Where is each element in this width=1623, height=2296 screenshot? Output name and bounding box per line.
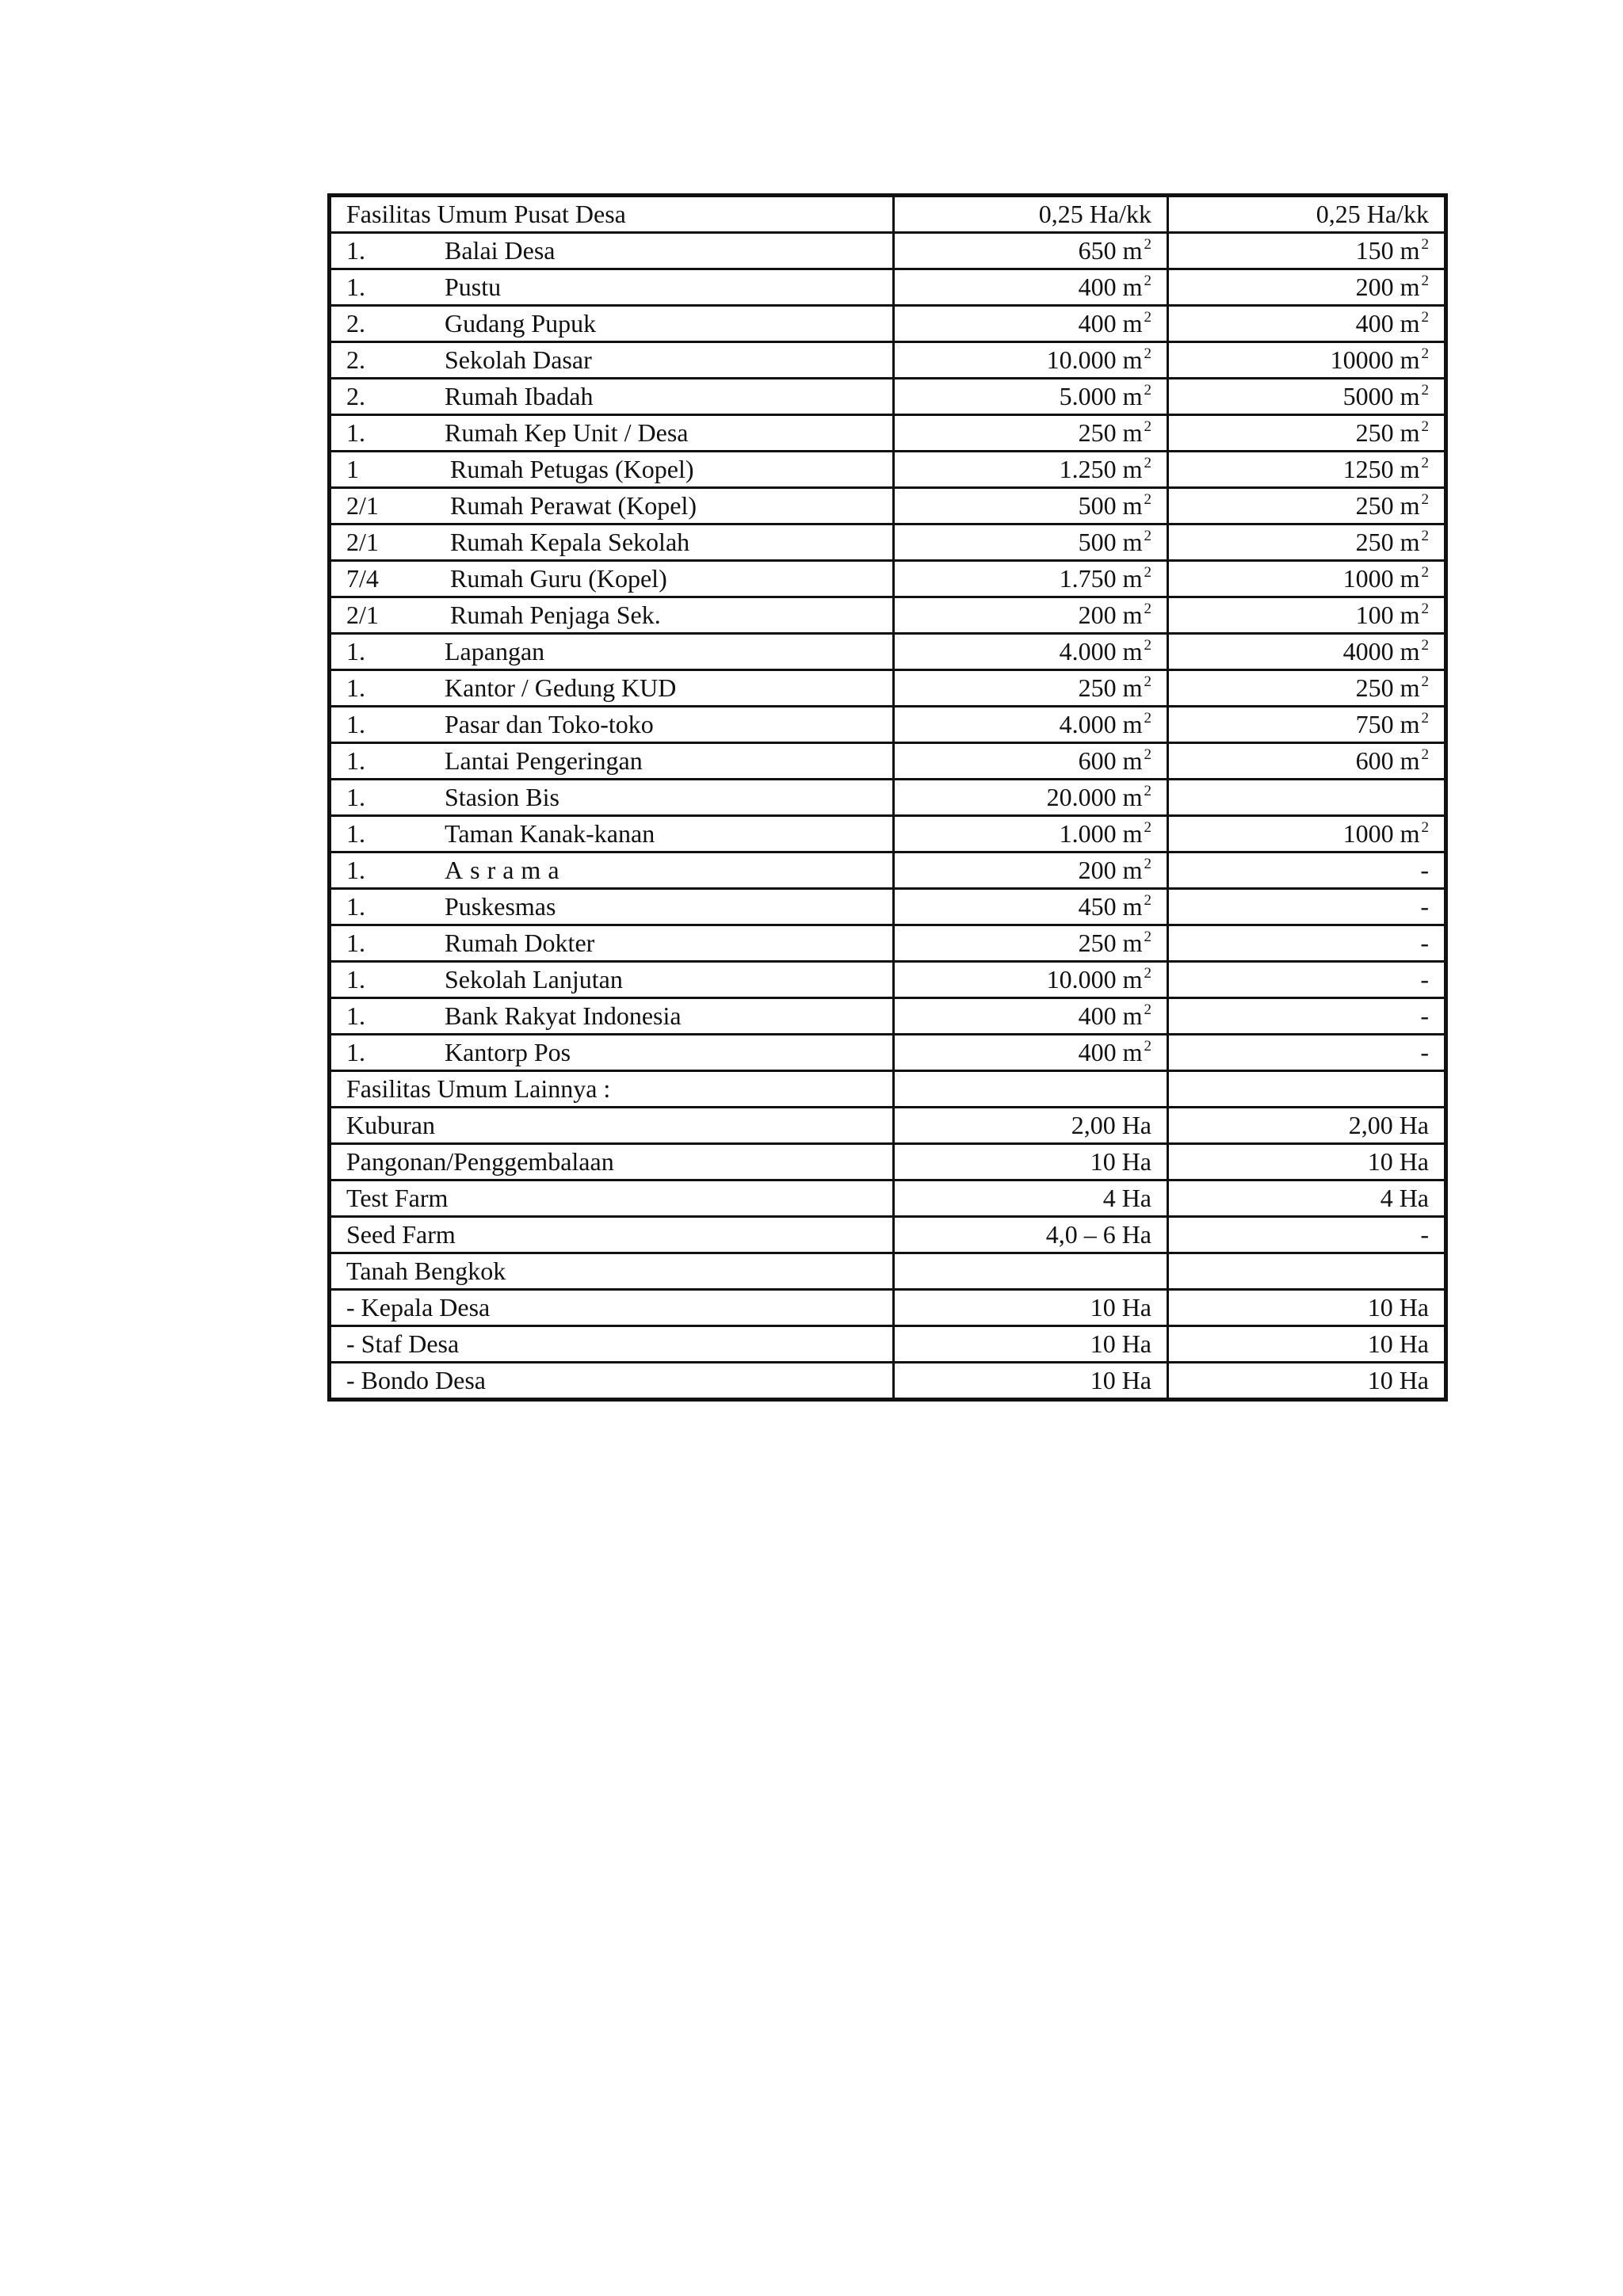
item-number: 1. (346, 637, 365, 666)
unit-exponent: 2 (1144, 309, 1151, 326)
facility-table-body (330, 196, 1446, 1400)
unit-exponent: 2 (1421, 309, 1429, 326)
unit-exponent: 2 (1144, 564, 1151, 581)
standard-area-cell (894, 1253, 1168, 1290)
actual-area-cell (1168, 1035, 1446, 1071)
actual-area-cell (1168, 597, 1446, 634)
actual-area-value: 10000 m (1330, 345, 1420, 374)
standard-area-cell (894, 488, 1168, 524)
facility-label: Pangonan/Penggembalaan (346, 1147, 614, 1176)
facility-name-cell (330, 597, 894, 634)
unit-exponent: 2 (1144, 345, 1151, 362)
facility-label: Rumah Petugas (Kopel) (450, 455, 694, 483)
actual-area-cell (1168, 1253, 1446, 1290)
actual-area-cell (1168, 379, 1446, 415)
standard-area-cell (894, 452, 1168, 488)
standard-area-value: 1.000 m (1059, 819, 1143, 848)
facility-name-cell (330, 269, 894, 306)
actual-area-cell (1168, 1180, 1446, 1217)
actual-area-cell (1168, 634, 1446, 670)
table-row (330, 452, 1446, 488)
table-row (330, 1180, 1446, 1217)
standard-area-cell (894, 1035, 1168, 1071)
standard-area-value: 4.000 m (1059, 637, 1143, 666)
standard-area-value: 200 m (1078, 856, 1143, 884)
facility-label: Balai Desa (445, 236, 556, 265)
unit-exponent: 2 (1144, 783, 1151, 799)
actual-area-value: 10 Ha (1367, 1329, 1429, 1358)
unit-exponent: 2 (1421, 236, 1429, 253)
unit-exponent: 2 (1421, 418, 1429, 435)
actual-area-value: 250 m (1355, 673, 1420, 702)
facility-name-cell (330, 852, 894, 889)
standard-area-cell (894, 962, 1168, 998)
actual-area-value: - (1420, 892, 1429, 921)
actual-area-cell (1168, 816, 1446, 852)
actual-area-cell (1168, 269, 1446, 306)
standard-area-cell (894, 561, 1168, 597)
facility-label: Rumah Kep Unit / Desa (445, 418, 689, 447)
facility-table (327, 193, 1448, 1402)
standard-area-value: 4,0 – 6 Ha (1045, 1220, 1151, 1249)
unit-exponent: 2 (1144, 601, 1151, 617)
unit-exponent: 2 (1144, 856, 1151, 872)
actual-area-cell (1168, 1108, 1446, 1144)
facility-name-cell (330, 816, 894, 852)
actual-area-cell (1168, 415, 1446, 452)
table-row (330, 1253, 1446, 1290)
facility-label: Sekolah Dasar (445, 345, 592, 374)
standard-area-cell (894, 269, 1168, 306)
item-number: 2. (346, 309, 365, 338)
table-row (330, 342, 1446, 379)
unit-exponent: 2 (1144, 746, 1151, 763)
actual-area-cell (1168, 780, 1446, 816)
item-number: 1. (346, 236, 365, 265)
facility-label: Tanah Bengkok (346, 1257, 506, 1285)
facility-label: - Bondo Desa (346, 1366, 486, 1394)
standard-area-cell (894, 415, 1168, 452)
table-row (330, 306, 1446, 342)
actual-area-cell (1168, 452, 1446, 488)
item-number: 2. (346, 345, 365, 374)
unit-exponent: 2 (1421, 273, 1429, 289)
facility-name-cell (330, 743, 894, 780)
unit-exponent: 2 (1144, 965, 1151, 982)
facility-name-cell (330, 379, 894, 415)
item-number: 1. (346, 892, 365, 921)
table-row (330, 670, 1446, 707)
actual-area-value: - (1420, 929, 1429, 957)
facility-name-cell (330, 452, 894, 488)
standard-area-value: 10 Ha (1090, 1147, 1151, 1176)
actual-area-value: 5000 m (1342, 382, 1420, 410)
standard-area-cell (894, 597, 1168, 634)
standard-area-value: 20.000 m (1046, 783, 1143, 811)
table-row (330, 415, 1446, 452)
table-row (330, 1071, 1446, 1108)
facility-name-cell (330, 1180, 894, 1217)
facility-name-cell (330, 962, 894, 998)
unit-exponent: 2 (1144, 455, 1151, 471)
actual-area-value: - (1420, 856, 1429, 884)
facility-name-cell (330, 1363, 894, 1400)
unit-exponent: 2 (1144, 710, 1151, 727)
facility-name-cell (330, 415, 894, 452)
facility-name-cell (330, 889, 894, 925)
unit-exponent: 2 (1144, 892, 1151, 909)
standard-area-value: 650 m (1078, 236, 1143, 265)
unit-exponent: 2 (1421, 455, 1429, 471)
actual-area-cell (1168, 306, 1446, 342)
actual-area-cell (1168, 233, 1446, 269)
standard-area-cell (894, 306, 1168, 342)
standard-area-value: 400 m (1078, 1038, 1143, 1066)
item-number: 2/1 (346, 601, 379, 629)
standard-area-value: 400 m (1078, 273, 1143, 301)
standard-area-value: 0,25 Ha/kk (1038, 200, 1151, 228)
item-number: 1. (346, 746, 365, 775)
table-row (330, 780, 1446, 816)
unit-exponent: 2 (1421, 564, 1429, 581)
facility-label: Sekolah Lanjutan (445, 965, 623, 994)
standard-area-cell (894, 780, 1168, 816)
table-row (330, 1326, 1446, 1363)
facility-label: Gudang Pupuk (445, 309, 597, 338)
facility-label: Rumah Ibadah (445, 382, 594, 410)
facility-label: Fasilitas Umum Lainnya : (346, 1074, 611, 1103)
facility-label: - Staf Desa (346, 1329, 460, 1358)
item-number: 1. (346, 273, 365, 301)
table-row (330, 524, 1446, 561)
item-number: 1. (346, 710, 365, 738)
item-number: 1. (346, 673, 365, 702)
actual-area-value: - (1420, 965, 1429, 994)
standard-area-cell (894, 816, 1168, 852)
actual-area-value: 250 m (1355, 418, 1420, 447)
standard-area-cell (894, 852, 1168, 889)
facility-label: Pustu (445, 273, 502, 301)
facility-label: Rumah Guru (Kopel) (450, 564, 667, 593)
facility-name-cell (330, 1035, 894, 1071)
actual-area-cell (1168, 1144, 1446, 1180)
standard-area-value: 10.000 m (1046, 965, 1143, 994)
unit-exponent: 2 (1421, 528, 1429, 544)
unit-exponent: 2 (1421, 819, 1429, 836)
facility-label: Test Farm (346, 1184, 449, 1212)
facility-name-cell (330, 342, 894, 379)
table-row (330, 561, 1446, 597)
facility-label: Rumah Dokter (445, 929, 595, 957)
actual-area-value: 10 Ha (1367, 1293, 1429, 1322)
item-number: 1. (346, 783, 365, 811)
actual-area-cell (1168, 1290, 1446, 1326)
table-row (330, 379, 1446, 415)
standard-area-cell (894, 1290, 1168, 1326)
actual-area-cell (1168, 488, 1446, 524)
facility-label: Seed Farm (346, 1220, 456, 1249)
standard-area-cell (894, 342, 1168, 379)
standard-area-value: 250 m (1078, 418, 1143, 447)
item-number: 2/1 (346, 528, 379, 556)
facility-name-cell (330, 233, 894, 269)
facility-name-cell (330, 196, 894, 233)
table-row (330, 1363, 1446, 1400)
actual-area-cell (1168, 670, 1446, 707)
actual-area-value: 10 Ha (1367, 1366, 1429, 1394)
facility-name-cell (330, 524, 894, 561)
actual-area-value: 1250 m (1342, 455, 1420, 483)
facility-name-cell (330, 1217, 894, 1253)
unit-exponent: 2 (1144, 1001, 1151, 1018)
actual-area-value: 4000 m (1342, 637, 1420, 666)
standard-area-cell (894, 634, 1168, 670)
item-number: 1. (346, 965, 365, 994)
actual-area-value: 400 m (1355, 309, 1420, 338)
actual-area-value: 150 m (1355, 236, 1420, 265)
standard-area-cell (894, 524, 1168, 561)
standard-area-cell (894, 743, 1168, 780)
actual-area-cell (1168, 561, 1446, 597)
item-number: 1 (346, 455, 359, 483)
actual-area-value: 0,25 Ha/kk (1316, 200, 1429, 228)
standard-area-cell (894, 1071, 1168, 1108)
actual-area-cell (1168, 743, 1446, 780)
actual-area-cell (1168, 852, 1446, 889)
standard-area-value: 5.000 m (1059, 382, 1143, 410)
standard-area-cell (894, 196, 1168, 233)
actual-area-value: - (1420, 1001, 1429, 1030)
facility-name-cell (330, 306, 894, 342)
actual-area-value: 1000 m (1342, 564, 1420, 593)
actual-area-cell (1168, 524, 1446, 561)
item-number: 7/4 (346, 564, 379, 593)
actual-area-value: 2,00 Ha (1348, 1111, 1429, 1139)
standard-area-value: 10 Ha (1090, 1329, 1151, 1358)
unit-exponent: 2 (1144, 819, 1151, 836)
unit-exponent: 2 (1144, 491, 1151, 508)
table-row (330, 196, 1446, 233)
item-number: 1. (346, 856, 365, 884)
unit-exponent: 2 (1421, 746, 1429, 763)
facility-label: Fasilitas Umum Pusat Desa (346, 200, 626, 228)
actual-area-cell (1168, 1217, 1446, 1253)
unit-exponent: 2 (1144, 1038, 1151, 1055)
unit-exponent: 2 (1421, 491, 1429, 508)
facility-name-cell (330, 1108, 894, 1144)
unit-exponent: 2 (1144, 236, 1151, 253)
table-row (330, 962, 1446, 998)
facility-name-cell (330, 998, 894, 1035)
unit-exponent: 2 (1421, 382, 1429, 399)
facility-name-cell (330, 1144, 894, 1180)
standard-area-value: 2,00 Ha (1071, 1111, 1151, 1139)
unit-exponent: 2 (1421, 673, 1429, 690)
facility-label: - Kepala Desa (346, 1293, 491, 1322)
actual-area-value: 250 m (1355, 491, 1420, 520)
item-number: 1. (346, 819, 365, 848)
facility-name-cell (330, 488, 894, 524)
standard-area-cell (894, 670, 1168, 707)
actual-area-cell (1168, 1071, 1446, 1108)
standard-area-cell (894, 889, 1168, 925)
standard-area-cell (894, 1217, 1168, 1253)
table-row (330, 233, 1446, 269)
facility-name-cell (330, 707, 894, 743)
unit-exponent: 2 (1421, 345, 1429, 362)
table-row (330, 852, 1446, 889)
facility-name-cell (330, 1253, 894, 1290)
table-row (330, 488, 1446, 524)
table-row (330, 816, 1446, 852)
actual-area-cell (1168, 889, 1446, 925)
standard-area-cell (894, 925, 1168, 962)
facility-label: Asrama (445, 856, 567, 884)
unit-exponent: 2 (1421, 710, 1429, 727)
item-number: 1. (346, 1038, 365, 1066)
facility-name-cell (330, 925, 894, 962)
facility-label: Kantorp Pos (445, 1038, 571, 1066)
standard-area-cell (894, 1363, 1168, 1400)
standard-area-cell (894, 379, 1168, 415)
facility-label: Pasar dan Toko-toko (445, 710, 654, 738)
standard-area-value: 4 Ha (1102, 1184, 1151, 1212)
unit-exponent: 2 (1144, 637, 1151, 654)
facility-name-cell (330, 561, 894, 597)
actual-area-value: - (1420, 1220, 1429, 1249)
table-row (330, 1290, 1446, 1326)
actual-area-value: 10 Ha (1367, 1147, 1429, 1176)
table-row (330, 998, 1446, 1035)
facility-label: Kuburan (346, 1111, 435, 1139)
standard-area-cell (894, 1326, 1168, 1363)
standard-area-cell (894, 707, 1168, 743)
standard-area-cell (894, 233, 1168, 269)
standard-area-cell (894, 1144, 1168, 1180)
unit-exponent: 2 (1144, 418, 1151, 435)
facility-name-cell (330, 670, 894, 707)
standard-area-value: 10.000 m (1046, 345, 1143, 374)
facility-label: Rumah Perawat (Kopel) (450, 491, 697, 520)
standard-area-value: 10 Ha (1090, 1293, 1151, 1322)
actual-area-cell (1168, 196, 1446, 233)
item-number: 1. (346, 929, 365, 957)
standard-area-value: 400 m (1078, 309, 1143, 338)
actual-area-value: 750 m (1355, 710, 1420, 738)
facility-label: Stasion Bis (445, 783, 559, 811)
unit-exponent: 2 (1144, 382, 1151, 399)
actual-area-value: 200 m (1355, 273, 1420, 301)
facility-label: Puskesmas (445, 892, 556, 921)
facility-label: Lantai Pengeringan (445, 746, 643, 775)
facility-label: Lapangan (445, 637, 545, 666)
facility-label: Kantor / Gedung KUD (445, 673, 677, 702)
table-row (330, 889, 1446, 925)
table-row (330, 634, 1446, 670)
actual-area-value: 600 m (1355, 746, 1420, 775)
standard-area-value: 1.250 m (1059, 455, 1143, 483)
actual-area-value: 100 m (1355, 601, 1420, 629)
facility-label: Bank Rakyat Indonesia (445, 1001, 682, 1030)
standard-area-value: 10 Ha (1090, 1366, 1151, 1394)
standard-area-value: 250 m (1078, 673, 1143, 702)
standard-area-value: 1.750 m (1059, 564, 1143, 593)
table-row (330, 269, 1446, 306)
unit-exponent: 2 (1144, 273, 1151, 289)
facility-name-cell (330, 1326, 894, 1363)
standard-area-value: 400 m (1078, 1001, 1143, 1030)
table-row (330, 1144, 1446, 1180)
unit-exponent: 2 (1144, 528, 1151, 544)
item-number: 2. (346, 382, 365, 410)
item-number: 2/1 (346, 491, 379, 520)
facility-name-cell (330, 1290, 894, 1326)
standard-area-value: 4.000 m (1059, 710, 1143, 738)
standard-area-cell (894, 1108, 1168, 1144)
standard-area-value: 500 m (1078, 528, 1143, 556)
standard-area-value: 250 m (1078, 929, 1143, 957)
actual-area-cell (1168, 1363, 1446, 1400)
actual-area-cell (1168, 998, 1446, 1035)
facility-label: Rumah Penjaga Sek. (450, 601, 661, 629)
standard-area-value: 450 m (1078, 892, 1143, 921)
table-row (330, 1035, 1446, 1071)
unit-exponent: 2 (1421, 601, 1429, 617)
facility-name-cell (330, 1071, 894, 1108)
actual-area-value: - (1420, 1038, 1429, 1066)
standard-area-value: 600 m (1078, 746, 1143, 775)
table-row (330, 707, 1446, 743)
actual-area-cell (1168, 925, 1446, 962)
standard-area-cell (894, 1180, 1168, 1217)
actual-area-cell (1168, 1326, 1446, 1363)
actual-area-value: 250 m (1355, 528, 1420, 556)
unit-exponent: 2 (1144, 929, 1151, 945)
facility-name-cell (330, 780, 894, 816)
actual-area-cell (1168, 707, 1446, 743)
table-row (330, 743, 1446, 780)
facility-label: Rumah Kepala Sekolah (450, 528, 690, 556)
item-number: 1. (346, 1001, 365, 1030)
standard-area-value: 200 m (1078, 601, 1143, 629)
actual-area-value: 4 Ha (1380, 1184, 1429, 1212)
unit-exponent: 2 (1421, 637, 1429, 654)
table-row (330, 925, 1446, 962)
unit-exponent: 2 (1144, 673, 1151, 690)
facility-name-cell (330, 634, 894, 670)
standard-area-value: 500 m (1078, 491, 1143, 520)
item-number: 1. (346, 418, 365, 447)
standard-area-cell (894, 998, 1168, 1035)
actual-area-cell (1168, 962, 1446, 998)
table-row (330, 597, 1446, 634)
table-row (330, 1108, 1446, 1144)
table-row (330, 1217, 1446, 1253)
actual-area-value: 1000 m (1342, 819, 1420, 848)
actual-area-cell (1168, 342, 1446, 379)
facility-label: Taman Kanak-kanan (445, 819, 655, 848)
